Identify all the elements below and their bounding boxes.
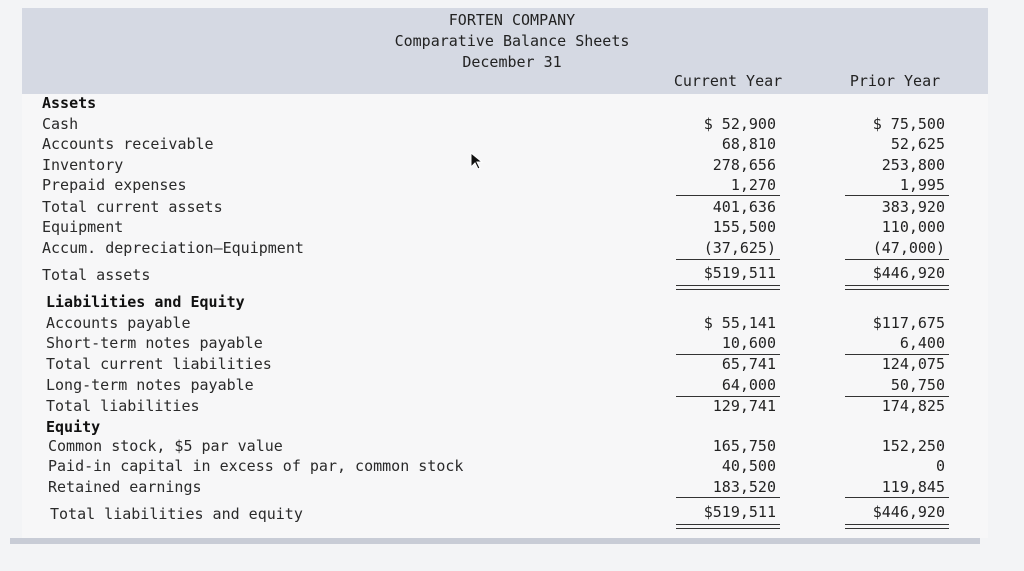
equipment-current: 155,500 (712, 218, 776, 236)
accounts-receivable-current: 68,810 (721, 135, 776, 153)
row-label-cash: Cash (42, 115, 79, 133)
row-label-total-current-assets: Total current assets (42, 198, 223, 216)
bottom-divider (10, 538, 980, 544)
retained-earnings-prior: 119,845 (881, 478, 945, 496)
subtotal-rule-current (676, 259, 780, 260)
row-label-common-stock: Common stock, $5 par value (48, 437, 283, 455)
double-rule-current (676, 285, 780, 290)
row-label-total-assets: Total assets (42, 266, 151, 284)
subtotal-rule-current (676, 497, 780, 498)
row-label-accounts-receivable: Accounts receivable (42, 135, 214, 153)
total-liabilities-and-equity-current: $519,511 (703, 503, 776, 521)
long-term-notes-current: 64,000 (721, 376, 776, 394)
paid-in-capital-current: 40,500 (721, 457, 776, 475)
total-liabilities-current: 129,741 (712, 397, 776, 415)
common-stock-prior: 152,250 (881, 437, 945, 455)
total-liabilities-and-equity-prior: $446,920 (872, 503, 945, 521)
section-equity: Equity (46, 418, 101, 436)
accum-depreciation-prior: (47,000) (872, 239, 945, 257)
paid-in-capital-prior: 0 (935, 457, 945, 475)
total-current-assets-current: 401,636 (712, 198, 776, 216)
subtotal-rule-prior (845, 195, 949, 196)
row-label-total-liabilities: Total liabilities (46, 397, 200, 415)
accounts-receivable-prior: 52,625 (890, 135, 945, 153)
subtotal-rule-prior (845, 497, 949, 498)
company-name: FORTEN COMPANY (448, 11, 576, 29)
section-liabilities-and-equity: Liabilities and Equity (46, 293, 245, 311)
double-rule-prior (845, 524, 949, 529)
row-label-total-liabilities-and-equity: Total liabilities and equity (50, 505, 303, 523)
cash-current: $ 52,900 (703, 115, 776, 133)
short-term-notes-prior: 6,400 (899, 334, 945, 352)
total-liabilities-prior: 174,825 (881, 397, 945, 415)
mouse-cursor-icon (470, 152, 484, 170)
row-label-long-term-notes-payable: Long-term notes payable (46, 376, 254, 394)
statement-title: Comparative Balance Sheets (394, 32, 630, 50)
accounts-payable-prior: $117,675 (872, 314, 945, 332)
row-label-retained-earnings: Retained earnings (48, 478, 202, 496)
inventory-prior: 253,800 (881, 156, 945, 174)
prepaid-expenses-current: 1,270 (730, 176, 776, 194)
common-stock-current: 165,750 (712, 437, 776, 455)
column-header-current: Current Year (673, 72, 783, 90)
subtotal-rule-current (676, 195, 780, 196)
total-current-liabilities-prior: 124,075 (881, 355, 945, 373)
accounts-payable-current: $ 55,141 (703, 314, 776, 332)
balance-sheet (22, 8, 988, 538)
total-current-liabilities-current: 65,741 (721, 355, 776, 373)
cash-prior: $ 75,500 (872, 115, 945, 133)
row-label-equipment: Equipment (42, 218, 124, 236)
column-header-prior: Prior Year (849, 72, 941, 90)
accum-depreciation-current: (37,625) (703, 239, 776, 257)
total-assets-current: $519,511 (703, 264, 776, 282)
prepaid-expenses-prior: 1,995 (899, 176, 945, 194)
statement-date: December 31 (462, 53, 562, 71)
subtotal-rule-prior (845, 259, 949, 260)
total-current-assets-prior: 383,920 (881, 198, 945, 216)
short-term-notes-current: 10,600 (721, 334, 776, 352)
double-rule-prior (845, 285, 949, 290)
section-assets: Assets (42, 94, 97, 112)
total-assets-prior: $446,920 (872, 264, 945, 282)
row-label-total-current-liabilities: Total current liabilities (46, 355, 272, 373)
retained-earnings-current: 183,520 (712, 478, 776, 496)
equipment-prior: 110,000 (881, 218, 945, 236)
row-label-short-term-notes-payable: Short-term notes payable (46, 334, 263, 352)
inventory-current: 278,656 (712, 156, 776, 174)
row-label-inventory: Inventory (42, 156, 124, 174)
double-rule-current (676, 524, 780, 529)
row-label-paid-in-capital: Paid-in capital in excess of par, common stock (48, 457, 464, 475)
row-label-accounts-payable: Accounts payable (46, 314, 191, 332)
long-term-notes-prior: 50,750 (890, 376, 945, 394)
row-label-accum-depreciation: Accum. depreciation—Equipment (42, 239, 304, 257)
row-label-prepaid-expenses: Prepaid expenses (42, 176, 187, 194)
